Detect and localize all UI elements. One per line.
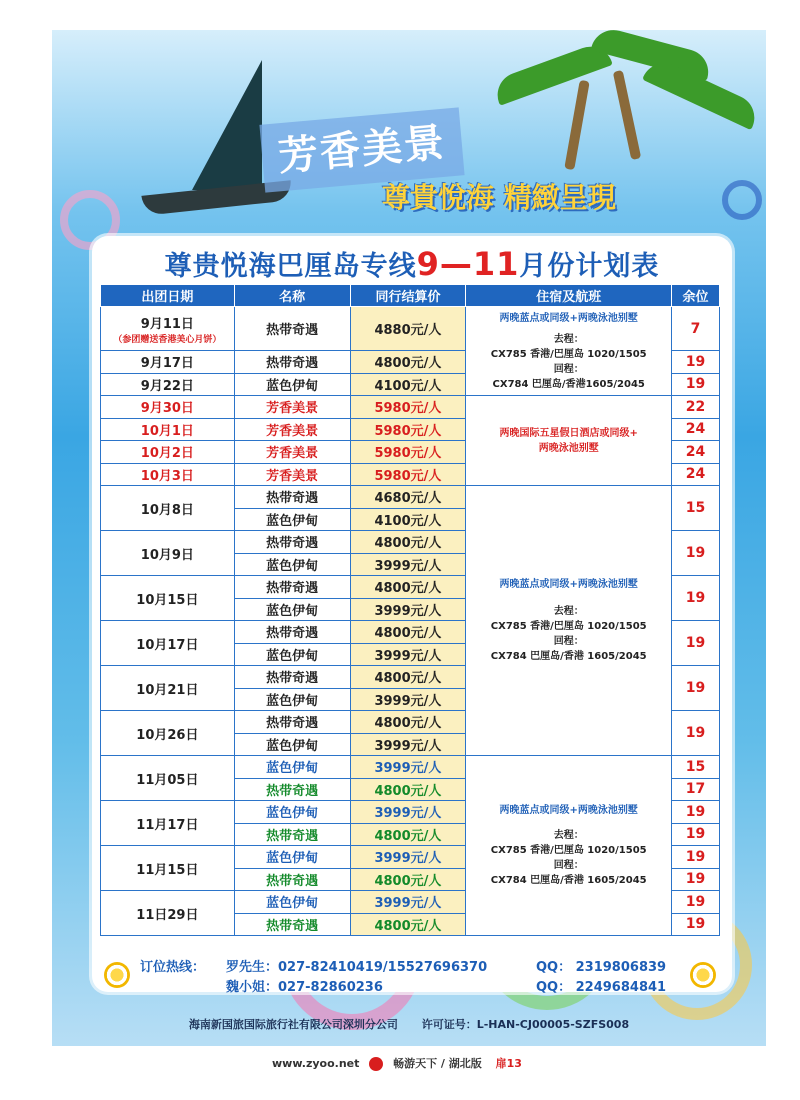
table-row [101, 756, 720, 779]
price-cell: 4800元/人 [350, 351, 466, 374]
price-cell: 4100元/人 [350, 373, 466, 396]
price-cell: 4800元/人 [350, 576, 466, 599]
price-cell: 3999元/人 [350, 756, 466, 779]
name-cell: 蓝色伊甸 [234, 846, 350, 869]
hotel-text: 两晚蓝点或同级+两晚泳池别墅 [499, 579, 638, 590]
price-cell: 4800元/人 [350, 621, 466, 644]
flight-out: CX785 香港/巴厘岛 1020/1505 [490, 845, 647, 856]
name-cell: 芳香美景 [234, 441, 350, 464]
flight-back: CX784 巴厘岛/香港 1605/2045 [490, 651, 647, 662]
date-cell: 10月3日 [101, 463, 235, 486]
price-cell: 3999元/人 [350, 733, 466, 756]
date-cell: 11月17日 [101, 801, 235, 846]
remain-cell: 19 [672, 846, 720, 869]
date-cell: 10月17日 [101, 621, 235, 666]
hotel-text: 两晚泳池别墅 [538, 442, 599, 454]
date-note: （参团赠送香港美心月饼） [113, 334, 222, 345]
table-row [101, 307, 720, 351]
remain-cell: 19 [672, 711, 720, 756]
date-cell: 10月2日 [101, 441, 235, 464]
flight-out-label: 去程： [553, 333, 584, 345]
name-cell: 蓝色伊甸 [234, 643, 350, 666]
flight-back: CX784 巴厘岛/香港1605/2045 [492, 378, 645, 390]
price-cell: 4800元/人 [350, 778, 466, 801]
remain-cell: 19 [672, 913, 720, 936]
remain-cell: 19 [672, 801, 720, 824]
title-accent: 9—11 [416, 245, 520, 283]
price-cell: 4800元/人 [350, 531, 466, 554]
table-header [101, 285, 720, 307]
schedule-table [100, 284, 720, 936]
flower-icon [104, 962, 130, 988]
date-cell [101, 307, 235, 351]
hotel-cell [466, 307, 672, 396]
date-cell: 10月1日 [101, 418, 235, 441]
contact-qq-2: QQ： 2249684841 [536, 980, 667, 995]
footer-company: 海南新国旅国际旅行社有限公司深圳分公司 [188, 1018, 398, 1031]
flight-out-label: 去程： [553, 606, 584, 617]
name-cell: 蓝色伊甸 [234, 373, 350, 396]
remain-cell: 19 [672, 351, 720, 374]
palm-trunk [564, 80, 589, 170]
remain-cell: 19 [672, 868, 720, 891]
page-title [92, 244, 732, 283]
remain-cell: 19 [672, 576, 720, 621]
date-cell: 11月15日 [101, 846, 235, 891]
price-cell: 3999元/人 [350, 891, 466, 914]
title-prefix: 尊贵悦海巴厘岛专线 [164, 251, 417, 282]
date-cell: 9月30日 [101, 396, 235, 419]
site-brand: 畅游天下 / 湖北版 [393, 1057, 482, 1070]
flight-out-label: 去程： [553, 830, 584, 841]
brand-logo-icon [369, 1057, 383, 1071]
name-cell: 热带奇遇 [234, 711, 350, 734]
name-cell: 蓝色伊甸 [234, 733, 350, 756]
name-cell: 蓝色伊甸 [234, 891, 350, 914]
price-cell: 4100元/人 [350, 508, 466, 531]
remain-cell: 19 [672, 891, 720, 914]
hotel-cell [466, 396, 672, 486]
name-cell: 热带奇遇 [234, 778, 350, 801]
price-cell: 5980元/人 [350, 463, 466, 486]
flight-back-label: 回程： [553, 363, 584, 375]
price-cell: 3999元/人 [350, 553, 466, 576]
footer-license: 许可证号：L-HAN-CJ00005-SZFS008 [421, 1018, 630, 1031]
site-footer [272, 1055, 572, 1075]
remain-cell: 15 [672, 756, 720, 779]
remain-cell: 22 [672, 396, 720, 419]
hotel-cell [466, 756, 672, 936]
table-row [101, 396, 720, 419]
poster [52, 30, 766, 1046]
flight-out: CX785 香港/巴厘岛 1020/1505 [490, 348, 647, 360]
price-cell: 5980元/人 [350, 396, 466, 419]
name-cell: 蓝色伊甸 [234, 756, 350, 779]
palm-trunk [613, 70, 641, 160]
date-cell: 10月26日 [101, 711, 235, 756]
remain-cell: 19 [672, 373, 720, 396]
flight-out: CX785 香港/巴厘岛 1020/1505 [490, 621, 647, 632]
remain-cell: 17 [672, 778, 720, 801]
remain-cell: 24 [672, 418, 720, 441]
remain-cell: 19 [672, 823, 720, 846]
price-cell: 3999元/人 [350, 598, 466, 621]
price-cell: 3999元/人 [350, 801, 466, 824]
sailboat-icon [192, 60, 262, 190]
price-cell: 4800元/人 [350, 711, 466, 734]
header-price: 同行结算价 [350, 285, 466, 307]
flight-back-label: 回程： [553, 860, 584, 871]
name-cell: 蓝色伊甸 [234, 598, 350, 621]
name-cell: 蓝色伊甸 [234, 508, 350, 531]
name-cell: 蓝色伊甸 [234, 553, 350, 576]
price-cell: 4800元/人 [350, 868, 466, 891]
date-text: 9月11日 [140, 316, 194, 332]
name-cell: 热带奇遇 [234, 823, 350, 846]
name-cell: 热带奇遇 [234, 351, 350, 374]
hotel-text: 两晚蓝点或同级+两晚泳池别墅 [499, 312, 638, 324]
date-cell: 10月15日 [101, 576, 235, 621]
name-cell: 热带奇遇 [234, 913, 350, 936]
hero-slogan: 尊貴悅海 精緻呈現 [382, 181, 616, 214]
name-cell: 热带奇遇 [234, 666, 350, 689]
name-cell: 热带奇遇 [234, 621, 350, 644]
remain-cell: 19 [672, 621, 720, 666]
hotel-text: 两晚国际五星假日酒店或同级+ [499, 427, 638, 439]
remain-cell: 24 [672, 441, 720, 464]
schedule-panel [92, 236, 732, 995]
date-cell: 10月8日 [101, 486, 235, 531]
header-hotel: 住宿及航班 [466, 285, 672, 307]
price-cell: 4800元/人 [350, 823, 466, 846]
price-cell: 5980元/人 [350, 441, 466, 464]
header-date: 出团日期 [101, 285, 235, 307]
date-cell: 10月21日 [101, 666, 235, 711]
header-name: 名称 [234, 285, 350, 307]
footer [52, 1016, 766, 1032]
remain-cell: 19 [672, 666, 720, 711]
date-cell: 11月05日 [101, 756, 235, 801]
contact-qq-1: QQ： 2319806839 [536, 960, 667, 975]
date-cell: 10月9日 [101, 531, 235, 576]
name-cell: 芳香美景 [234, 418, 350, 441]
name-cell: 热带奇遇 [234, 531, 350, 554]
date-cell: 9月17日 [101, 351, 235, 374]
title-suffix: 月份计划表 [519, 251, 660, 282]
remain-cell: 7 [672, 307, 720, 351]
name-cell: 芳香美景 [234, 463, 350, 486]
name-cell: 热带奇遇 [234, 868, 350, 891]
price-cell: 5980元/人 [350, 418, 466, 441]
table-row [101, 486, 720, 509]
name-cell: 芳香美景 [234, 396, 350, 419]
remain-cell: 19 [672, 531, 720, 576]
hotel-cell [466, 486, 672, 756]
remain-cell: 24 [672, 463, 720, 486]
date-cell: 9月22日 [101, 373, 235, 396]
page-number: 扉13 [495, 1057, 522, 1070]
price-cell: 4680元/人 [350, 486, 466, 509]
site-url[interactable]: www.zyoo.net [272, 1057, 360, 1070]
flight-back-label: 回程： [553, 636, 584, 647]
hotline-label: 订位热线： [140, 960, 206, 975]
hotel-text: 两晚蓝点或同级+两晚泳池别墅 [499, 805, 638, 816]
hero-stamp: 芳香美景 [259, 107, 464, 192]
flight-back: CX784 巴厘岛/香港 1605/2045 [490, 875, 647, 886]
name-cell: 热带奇遇 [234, 307, 350, 351]
name-cell: 热带奇遇 [234, 576, 350, 599]
remain-cell: 15 [672, 486, 720, 531]
name-cell: 蓝色伊甸 [234, 688, 350, 711]
header-remain: 余位 [672, 285, 720, 307]
contact-person-1: 罗先生：027-82410419/15527696370 [226, 960, 488, 975]
flower-icon [690, 962, 716, 988]
decor-ring [722, 180, 762, 220]
price-cell: 3999元/人 [350, 688, 466, 711]
contact-block [100, 954, 724, 998]
price-cell: 4800元/人 [350, 666, 466, 689]
price-cell: 3999元/人 [350, 643, 466, 666]
price-cell: 4800元/人 [350, 913, 466, 936]
name-cell: 蓝色伊甸 [234, 801, 350, 824]
name-cell: 热带奇遇 [234, 486, 350, 509]
date-cell: 11日29日 [101, 891, 235, 936]
price-cell: 3999元/人 [350, 846, 466, 869]
contact-person-2: 魏小姐：027-82860236 [226, 980, 383, 995]
price-cell: 4880元/人 [350, 307, 466, 351]
